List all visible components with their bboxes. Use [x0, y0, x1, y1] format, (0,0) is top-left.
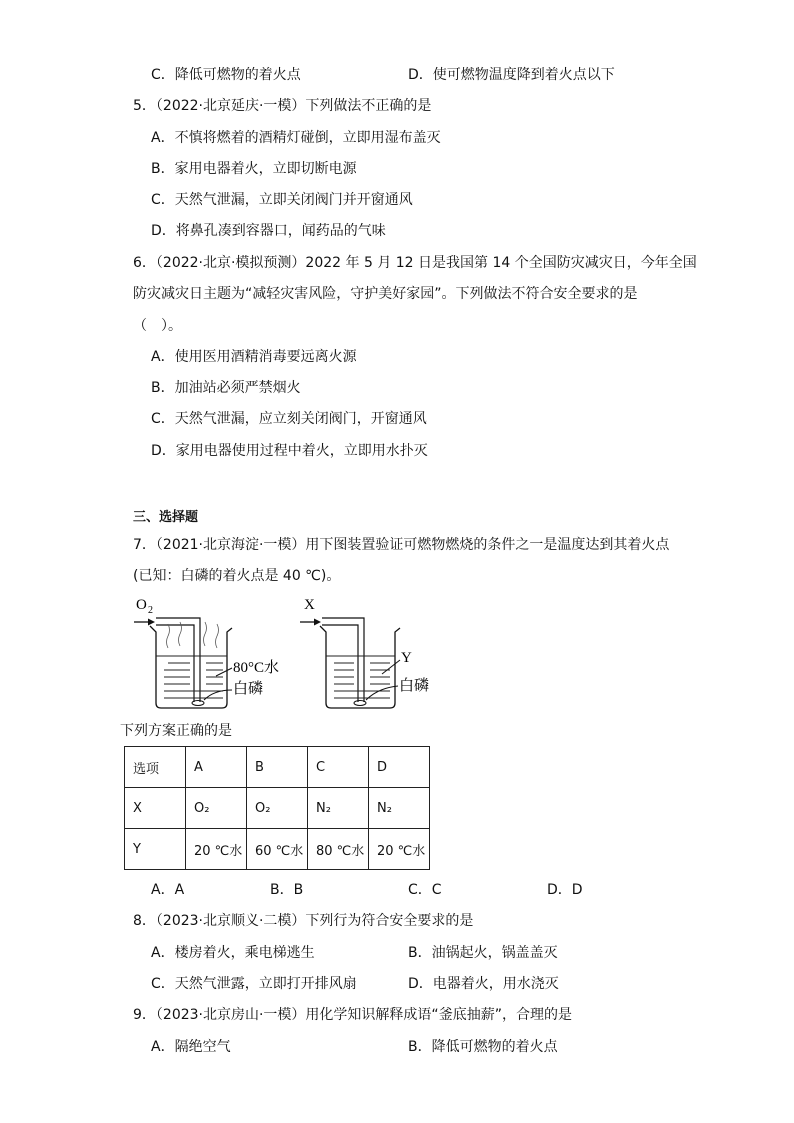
q7-answer-c: C．C [408, 882, 442, 898]
q9-stem: 9．（2023·北京房山·一模）用化学知识解释成语“釜底抽薪”，合理的是 [133, 1007, 572, 1023]
table-cell: O₂ [247, 788, 308, 829]
q8-option-b: B．油锅起火，锅盖盖灭 [408, 945, 558, 961]
q7-answer-a: A．A [151, 882, 185, 898]
table-cell: 选项 [125, 747, 186, 788]
right-tube [322, 618, 364, 702]
table-cell: C [308, 747, 369, 788]
left-beaker-body [150, 626, 232, 708]
left-gas-label: O [136, 597, 147, 613]
table-cell: N₂ [369, 788, 430, 829]
right-gas-label: X [304, 597, 315, 613]
q8-stem: 8．（2023·北京顺义·二模）下列行为符合安全要求的是 [133, 913, 474, 929]
left-arrow-head [148, 619, 155, 626]
q7-options-table [124, 746, 430, 870]
q9-option-b: B．降低可燃物的着火点 [408, 1039, 558, 1055]
table-cell: N₂ [308, 788, 369, 829]
table-row [125, 788, 430, 829]
right-phosphorus [354, 701, 366, 706]
table-cell: 20 ℃水 [186, 829, 247, 870]
q8-option-d: D．电器着火，用水浇灭 [408, 976, 559, 992]
q4-option-d: D．使可燃物温度降到着火点以下 [408, 67, 615, 83]
table-cell: D [369, 747, 430, 788]
left-tube [156, 618, 200, 702]
q5-option-b: B．家用电器着火，立即切断电源 [151, 161, 357, 177]
right-water [326, 656, 395, 698]
right-arrow-head [314, 619, 321, 626]
right-beaker [300, 597, 429, 708]
right-beaker-body [320, 626, 400, 708]
table-cell: A [186, 747, 247, 788]
q7-stem-line1: 7．（2021·北京海淀·一模）用下图装置验证可燃物燃烧的条件之一是温度达到其着火点 [133, 537, 670, 553]
q8-option-c: C．天然气泄露，立即打开排风扇 [151, 976, 357, 992]
left-water [156, 656, 227, 698]
right-solid-label: 白磷 [399, 678, 430, 694]
q6-stem-line1: 6．（2022·北京·模拟预测）2022 年 5 月 12 日是我国第 14 个全国防灾减灾日，今年全国 [133, 255, 697, 271]
q6-stem-line2: 防灾减灾日主题为“减轻灾害风险，守护美好家园”。下列做法不符合安全要求的是 [133, 286, 638, 302]
table-cell: O₂ [186, 788, 247, 829]
table-cell: 80 ℃水 [308, 829, 369, 870]
q6-option-a: A．使用医用酒精消毒要远离火源 [151, 349, 357, 365]
right-liquid-leader [382, 660, 400, 674]
q8-option-a: A．楼房着火，乘电梯逃生 [151, 945, 315, 961]
q6-option-d: D．家用电器使用过程中着火，立即用水扑灭 [151, 443, 428, 459]
left-steam [167, 622, 219, 648]
q7-answer-b: B．B [270, 882, 304, 898]
left-solid-label: 白磷 [233, 681, 264, 697]
q6-option-b: B．加油站必须严禁烟火 [151, 380, 301, 396]
table-cell: Y [125, 829, 186, 870]
q9-option-a: A．隔绝空气 [151, 1039, 231, 1055]
q5-option-d: D．将鼻孔凑到容器口，闻药品的气味 [151, 223, 386, 239]
q4-option-c: C．降低可燃物的着火点 [151, 67, 301, 83]
q5-option-c: C．天然气泄漏，立即关闭阀门并开窗通风 [151, 192, 413, 208]
experiment-figure [128, 590, 448, 715]
q7-stem-line2: (已知：白磷的着火点是 40 ℃)。 [133, 568, 341, 584]
section-title: 三、选择题 [133, 510, 199, 525]
table-row [125, 829, 430, 870]
q6-stem-line3: （ ）。 [133, 318, 182, 334]
left-temp-label: 80°C水 [233, 660, 280, 676]
table-cell: 20 ℃水 [369, 829, 430, 870]
left-water-leader [216, 668, 232, 676]
q6-option-c: C．天然气泄漏，应立刻关闭阀门，开窗通风 [151, 411, 427, 427]
table-cell: B [247, 747, 308, 788]
left-gas-subscript: 2 [148, 605, 153, 616]
right-liquid-label: Y [401, 650, 412, 666]
table-cell: 60 ℃水 [247, 829, 308, 870]
left-beaker [134, 597, 279, 708]
q7-answer-d: D．D [547, 882, 583, 898]
table-cell: X [125, 788, 186, 829]
left-phosphorus [192, 701, 204, 706]
q5-option-a: A．不慎将燃着的酒精灯碰倒，立即用湿布盖灭 [151, 130, 441, 146]
q5-stem: 5．（2022·北京延庆·一模）下列做法不正确的是 [133, 98, 432, 114]
q7-prompt: 下列方案正确的是 [120, 723, 232, 739]
table-row [125, 747, 430, 788]
